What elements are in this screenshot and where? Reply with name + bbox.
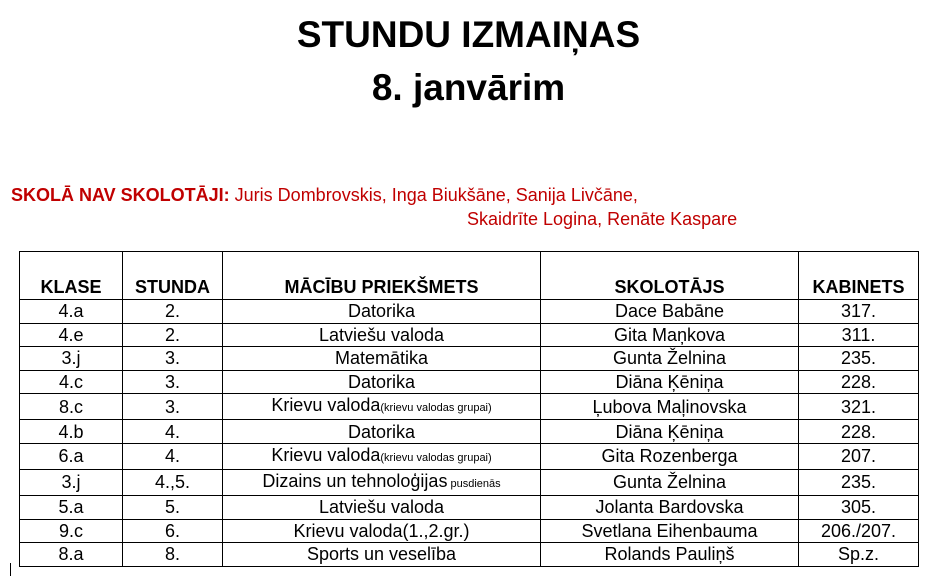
cell-lesson: 4. bbox=[123, 420, 223, 444]
cell-teacher: Gunta Želnina bbox=[541, 469, 799, 495]
absent-teachers-notice bbox=[11, 182, 738, 229]
table-row bbox=[20, 495, 919, 519]
header-lesson: STUNDA bbox=[123, 252, 223, 300]
cell-subject bbox=[223, 519, 541, 543]
cell-lesson: 3. bbox=[123, 394, 223, 420]
cell-lesson: 3. bbox=[123, 370, 223, 394]
cell-subject bbox=[223, 443, 541, 469]
cell-subject bbox=[223, 347, 541, 371]
cell-teacher: Gita Rozenberga bbox=[541, 443, 799, 469]
table-row bbox=[20, 443, 919, 469]
subject-text: Krievu valoda bbox=[271, 395, 381, 416]
schedule-changes-table bbox=[19, 251, 919, 567]
cell-room: 311. bbox=[799, 323, 919, 347]
cell-teacher: Gunta Želnina bbox=[541, 347, 799, 371]
cell-class: 4.c bbox=[20, 370, 123, 394]
cell-teacher: Dace Babāne bbox=[541, 300, 799, 324]
cell-class: 5.a bbox=[20, 495, 123, 519]
subject-text: Latviešu valoda bbox=[318, 324, 445, 345]
absent-teachers-names-1: Juris Dombrovskis, Inga Biukšāne, Sanija Livčāne, bbox=[229, 185, 638, 205]
subject-text: Krievu valoda bbox=[271, 444, 381, 465]
cell-teacher: Diāna Ķēniņa bbox=[541, 370, 799, 394]
table-row bbox=[20, 543, 919, 567]
header-room: KABINETS bbox=[799, 252, 919, 300]
cell-lesson: 2. bbox=[123, 323, 223, 347]
cell-teacher: Diāna Ķēniņa bbox=[541, 420, 799, 444]
cell-subject bbox=[223, 370, 541, 394]
cell-class: 4.e bbox=[20, 323, 123, 347]
cell-lesson: 6. bbox=[123, 519, 223, 543]
subject-text: Krievu valoda(1.,2.gr.) bbox=[293, 520, 470, 541]
cell-teacher: Svetlana Eihenbauma bbox=[541, 519, 799, 543]
table-header-row bbox=[20, 252, 919, 300]
cell-room: 235. bbox=[799, 347, 919, 371]
table-row bbox=[20, 300, 919, 324]
absent-teachers-names-2: Skaidrīte Logina, Renāte Kaspare bbox=[467, 209, 738, 229]
subject-text: Datorika bbox=[347, 421, 416, 442]
cell-room: 305. bbox=[799, 495, 919, 519]
cell-class: 6.a bbox=[20, 443, 123, 469]
cell-lesson: 8. bbox=[123, 543, 223, 567]
absent-teachers-line1 bbox=[11, 185, 638, 205]
subject-text: Datorika bbox=[347, 372, 416, 393]
cell-room: 228. bbox=[799, 420, 919, 444]
cell-class: 4.b bbox=[20, 420, 123, 444]
subject-text: Dizains un tehnoloģijas bbox=[262, 470, 448, 491]
cell-class: 3.j bbox=[20, 469, 123, 495]
text-cursor bbox=[10, 563, 11, 576]
table-row bbox=[20, 394, 919, 420]
header-subject: MĀCĪBU PRIEKŠMETS bbox=[223, 252, 541, 300]
cell-room: 206./207. bbox=[799, 519, 919, 543]
table-row bbox=[20, 323, 919, 347]
cell-teacher: Gita Maņkova bbox=[541, 323, 799, 347]
cell-room: Sp.z. bbox=[799, 543, 919, 567]
cell-subject bbox=[223, 420, 541, 444]
cell-lesson: 4.,5. bbox=[123, 469, 223, 495]
subject-note: pusdienās bbox=[447, 477, 501, 490]
table-row bbox=[20, 469, 919, 495]
table-row bbox=[20, 347, 919, 371]
cell-class: 8.c bbox=[20, 394, 123, 420]
cell-room: 228. bbox=[799, 370, 919, 394]
table-row bbox=[20, 519, 919, 543]
cell-subject bbox=[223, 495, 541, 519]
table-row bbox=[20, 420, 919, 444]
cell-class: 9.c bbox=[20, 519, 123, 543]
cell-room: 317. bbox=[799, 300, 919, 324]
cell-class: 3.j bbox=[20, 347, 123, 371]
cell-subject bbox=[223, 300, 541, 324]
cell-class: 8.a bbox=[20, 543, 123, 567]
cell-room: 207. bbox=[799, 443, 919, 469]
cell-subject bbox=[223, 394, 541, 420]
subject-text: Sports un veselība bbox=[306, 544, 457, 565]
subject-note: (krievu valodas grupai) bbox=[380, 451, 492, 464]
subject-text: Datorika bbox=[347, 301, 416, 322]
cell-subject bbox=[223, 469, 541, 495]
cell-teacher: Jolanta Bardovska bbox=[541, 495, 799, 519]
cell-teacher: Rolands Pauliņš bbox=[541, 543, 799, 567]
cell-lesson: 2. bbox=[123, 300, 223, 324]
cell-room: 321. bbox=[799, 394, 919, 420]
cell-lesson: 4. bbox=[123, 443, 223, 469]
cell-lesson: 3. bbox=[123, 347, 223, 371]
subject-text: Matemātika bbox=[334, 348, 429, 369]
cell-room: 235. bbox=[799, 469, 919, 495]
cell-lesson: 5. bbox=[123, 495, 223, 519]
header-class: KLASE bbox=[20, 252, 123, 300]
header-teacher: SKOLOTĀJS bbox=[541, 252, 799, 300]
absent-teachers-label: SKOLĀ NAV SKOLOTĀJI: bbox=[11, 185, 230, 205]
subject-text: Latviešu valoda bbox=[318, 497, 445, 518]
subject-note: (krievu valodas grupai) bbox=[380, 402, 492, 415]
document-title: STUNDU IZMAIŅAS bbox=[296, 14, 641, 55]
cell-teacher: Ļubova Maļinovska bbox=[541, 394, 799, 420]
cell-subject bbox=[223, 543, 541, 567]
table-row bbox=[20, 370, 919, 394]
cell-subject bbox=[223, 323, 541, 347]
document-date: 8. janvārim bbox=[371, 67, 566, 108]
cell-class: 4.a bbox=[20, 300, 123, 324]
